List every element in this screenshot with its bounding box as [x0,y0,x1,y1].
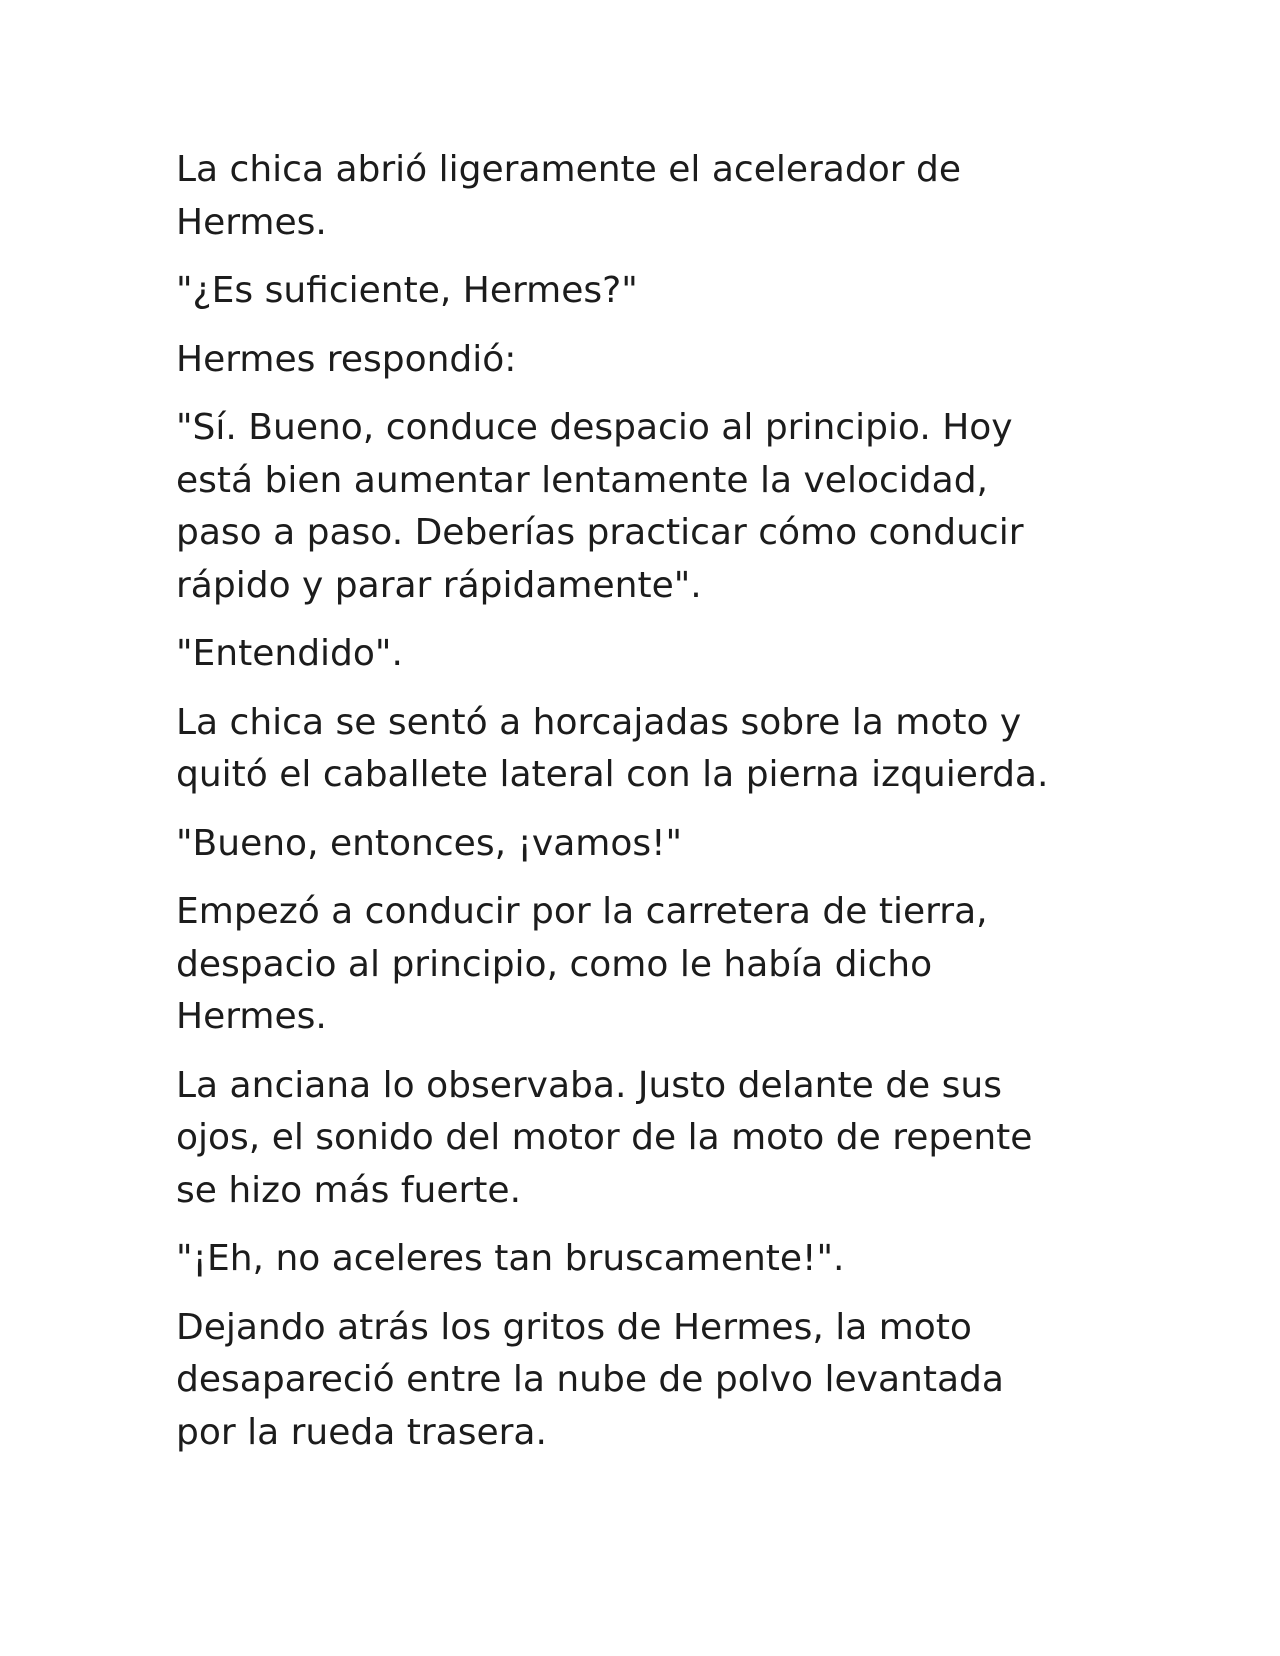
paragraph-6: La chica se sentó a horcajadas sobre la moto y quitó el caballete lateral con la pierna izquierda. [176,701,1049,795]
paragraph-2: "¿Es suficiente, Hermes?" [176,270,638,311]
paragraph-9: La anciana lo observaba. Justo delante de sus ojos, el sonido del motor de la moto de repente se hizo más fuerte. [176,1064,1033,1211]
paragraph-4: "Sí. Bueno, conduce despacio al principio. Hoy está bien aumentar lentamente la velocidad, paso a paso. Deberías practicar cómo conducir rápido y parar rápidamente". [176,407,1024,606]
paragraph-5: "Entendido". [176,633,403,674]
paragraph-3: Hermes respondió: [176,338,517,380]
paragraph-1: La chica abrió ligeramente el acelerador de Hermes. [176,149,961,243]
paragraph-7: "Bueno, entonces, ¡vamos!" [176,822,683,864]
paragraph-11: Dejando atrás los gritos de Hermes, la moto desapareció entre la nube de polvo levantada por la rueda trasera. [176,1306,1004,1453]
paragraph-8: Empezó a conducir por la carretera de tierra, despacio al principio, como le había dicho Hermes. [176,891,988,1037]
document-page [176,144,1116,1475]
paragraph-10: "¡Eh, no aceleres tan bruscamente!". [176,1238,845,1279]
